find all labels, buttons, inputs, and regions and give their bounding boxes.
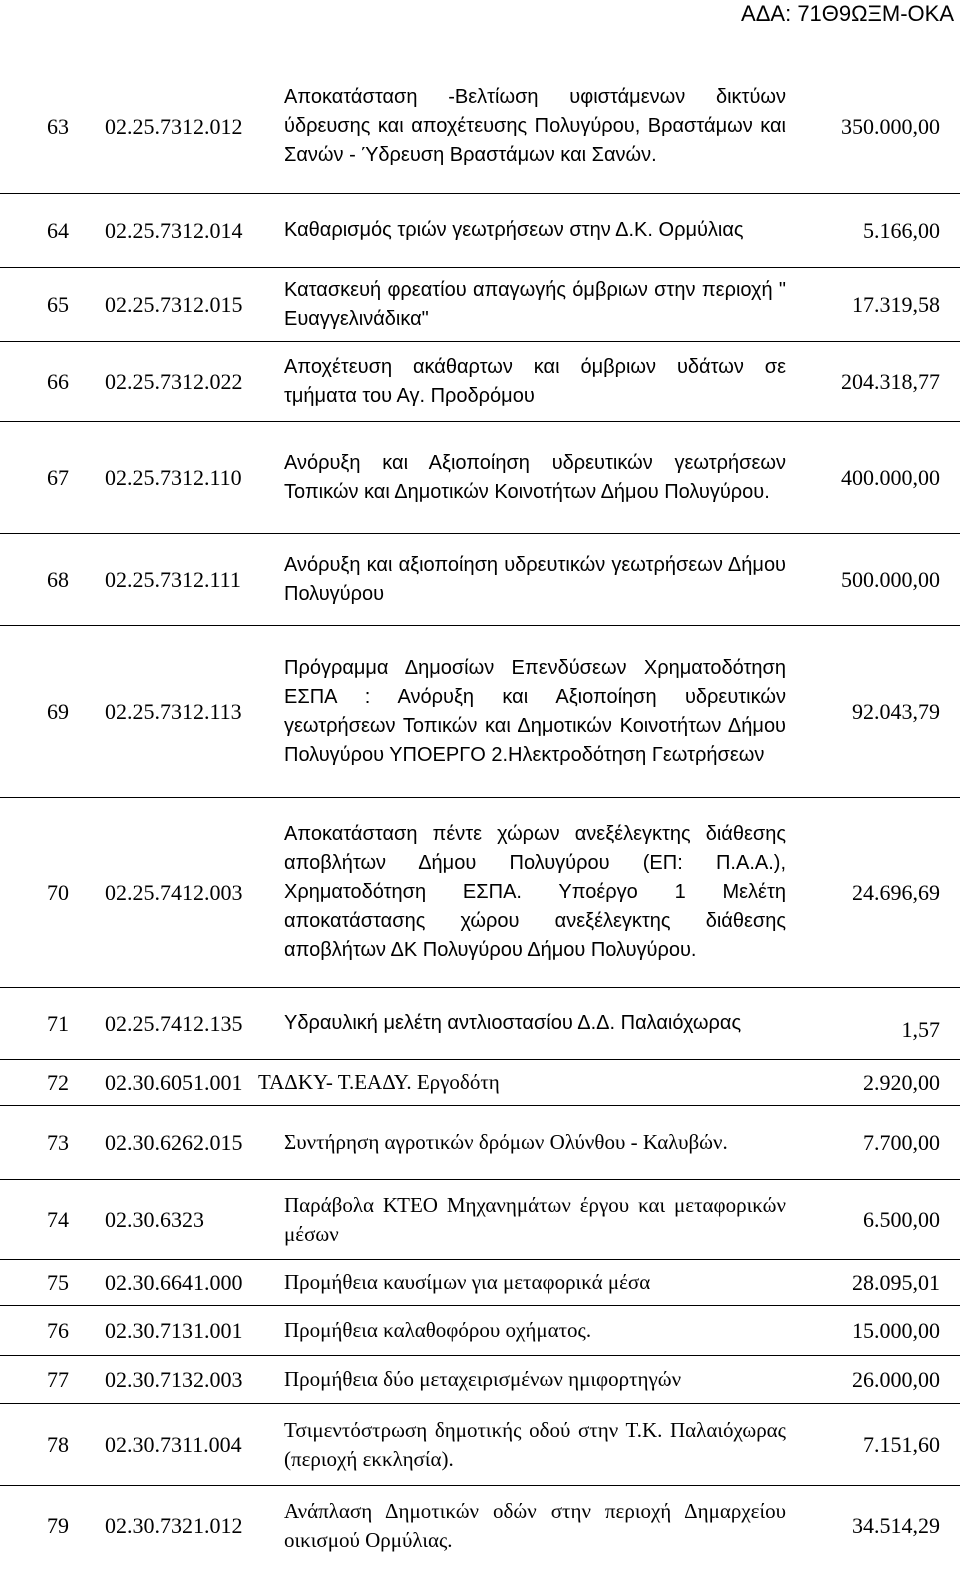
- account-code: 02.30.7321.012: [105, 1513, 243, 1538]
- row-number: 66: [47, 368, 69, 394]
- table-row: [0, 342, 960, 422]
- account-code: 02.30.7311.004: [105, 1431, 242, 1457]
- description: Πρόγραμμα Δημοσίων Επενδύσεων Χρηματοδότηση ΕΣΠΑ : Ανόρυξη και Αξιοποίηση υδρευτικών γεωτρήσεων Τοπικών και Δημοτικών Κοινοτήτων Δήμου Πολυγύρου ΥΠΟΕΡΓΟ 2.Ηλεκτροδότηση Γεωτρήσεων: [284, 656, 786, 766]
- table-row: [0, 626, 960, 798]
- description: Προμήθεια δύο μεταχειρισμένων ημιφορτηγών: [284, 1367, 682, 1391]
- account-code: 02.25.7412.135: [105, 1010, 243, 1036]
- description: Παράβολα ΚΤΕΟ Μηχανημάτων έργου και μεταφορικών μέσων: [284, 1192, 786, 1246]
- amount: 6.500,00: [863, 1206, 940, 1232]
- amount: 350.000,00: [841, 113, 940, 139]
- amount: 204.318,77: [841, 368, 940, 394]
- amount: 26.000,00: [852, 1366, 940, 1392]
- account-code: 02.25.7312.014: [105, 217, 243, 243]
- table-row: [0, 1106, 960, 1180]
- row-number: 70: [47, 879, 69, 905]
- row-number: 63: [47, 113, 69, 139]
- account-code: 02.25.7312.015: [105, 291, 243, 317]
- account-code: 02.30.7132.003: [105, 1366, 243, 1392]
- row-number: 69: [47, 698, 69, 724]
- description: Τσιμεντόστρωση δημοτικής οδού στην Τ.Κ. Παλαιόχωρας (περιοχή εκκλησία).: [284, 1417, 786, 1471]
- table-row: [0, 534, 960, 626]
- row-number: 71: [47, 1010, 69, 1036]
- table-row: [0, 1060, 960, 1106]
- account-code: 02.30.6641.000: [105, 1269, 243, 1295]
- amount: 400.000,00: [841, 464, 940, 490]
- amount: 92.043,79: [852, 698, 940, 724]
- description: Ανόρυξη και αξιοποίηση υδρευτικών γεωτρήσεων Δήμου Πολυγύρου: [284, 553, 786, 605]
- table-row: [0, 60, 960, 194]
- row-number: 74: [47, 1206, 69, 1232]
- description: Αποχέτευση ακάθαρτων και όμβριων υδάτων σε τμήματα του Αγ. Προδρόμου: [284, 355, 786, 407]
- row-number: 64: [47, 217, 69, 243]
- table-row: [0, 1486, 960, 1566]
- description: ΤΑΔΚΥ- Τ.ΕΑΔΥ. Εργοδότη: [258, 1070, 500, 1094]
- account-code: 02.30.6262.015: [105, 1129, 243, 1155]
- table-row: [0, 194, 960, 268]
- account-code: 02.25.7312.113: [105, 698, 242, 724]
- amount: 34.514,29: [852, 1513, 940, 1538]
- ada-header: ΑΔΑ: 71Θ9ΩΞΜ-ΟΚΑ: [741, 1, 954, 26]
- amount: 17.319,58: [852, 291, 940, 317]
- row-number: 65: [47, 291, 69, 317]
- table-row: [0, 1306, 960, 1356]
- row-number: 72: [47, 1069, 69, 1095]
- table-row: [0, 268, 960, 342]
- amount: 15.000,00: [852, 1317, 940, 1343]
- table-row: [0, 1404, 960, 1486]
- description: Ανάπλαση Δημοτικών οδών στην περιοχή Δημαρχείου οικισμού Ορμύλιας.: [284, 1499, 786, 1552]
- amount: 2.920,00: [863, 1069, 940, 1095]
- amount: 7.700,00: [863, 1129, 940, 1155]
- description: Ανόρυξη και Αξιοποίηση υδρευτικών γεωτρήσεων Τοπικών και Δημοτικών Κοινοτήτων Δήμου Πολυγύρου.: [284, 451, 786, 503]
- account-code: 02.25.7312.111: [105, 566, 241, 592]
- row-number: 67: [47, 464, 69, 490]
- account-code: 02.25.7312.110: [105, 464, 242, 490]
- table-row: [0, 1356, 960, 1404]
- table-row: [0, 1260, 960, 1306]
- row-number: 75: [47, 1269, 69, 1295]
- table-row: [0, 798, 960, 988]
- amount: 1,57: [901, 1017, 940, 1042]
- description: Προμήθεια καλαθοφόρου οχήματος.: [284, 1318, 592, 1342]
- table-row: [0, 988, 960, 1060]
- row-number: 73: [47, 1129, 69, 1155]
- row-number: 79: [47, 1513, 69, 1538]
- description: Προμήθεια καυσίμων για μεταφορικά μέσα: [284, 1270, 651, 1294]
- amount: 500.000,00: [841, 566, 940, 592]
- table-row: [0, 1180, 960, 1260]
- description: Καθαρισμός τριών γεωτρήσεων στην Δ.Κ. Ορμύλιας: [284, 219, 744, 241]
- account-code: 02.30.6323: [105, 1206, 204, 1232]
- row-number: 77: [47, 1366, 69, 1392]
- amount: 5.166,00: [863, 217, 940, 243]
- amount: 24.696,69: [852, 879, 940, 905]
- account-code: 02.25.7412.003: [105, 879, 243, 905]
- row-number: 78: [47, 1431, 69, 1457]
- table-row: [0, 422, 960, 534]
- account-code: 02.30.7131.001: [105, 1317, 243, 1343]
- description: Υδραυλική μελέτη αντλιοστασίου Δ.Δ. Παλαιόχωρας: [284, 1012, 742, 1034]
- row-number: 76: [47, 1317, 69, 1343]
- amount: 28.095,01: [852, 1269, 940, 1295]
- description: Συντήρηση αγροτικών δρόμων Ολύνθου - Καλυβών.: [284, 1130, 728, 1154]
- account-code: 02.25.7312.022: [105, 368, 243, 394]
- row-number: 68: [47, 566, 69, 592]
- description: Αποκατάσταση -Βελτίωση υφιστάμενων δικτύων ύδρευσης και αποχέτευσης Πολυγύρου, Βραστάμων και Σανών - Ύδρευση Βραστάμων και Σανών.: [284, 86, 786, 166]
- amount: 7.151,60: [863, 1431, 940, 1457]
- description: Αποκατάσταση πέντε χώρων ανεξέλεγκτης διάθεσης αποβλήτων Δήμου Πολυγύρου (ΕΠ: Π.Α.Α.), Χρηματοδότηση ΕΣΠΑ. Υποέργο 1 Μελέτη αποκατάστασης χώρου ανεξέλεγκτης διάθεσης αποβλήτων ΔΚ Πολυγύρου Δήμου Πολυγύρου.: [284, 823, 786, 961]
- account-code: 02.25.7312.012: [105, 113, 243, 139]
- description: Κατασκευή φρεατίου απαγωγής όμβριων στην περιοχή " Ευαγγελινάδικα": [284, 278, 786, 330]
- account-code: 02.30.6051.001: [105, 1069, 243, 1095]
